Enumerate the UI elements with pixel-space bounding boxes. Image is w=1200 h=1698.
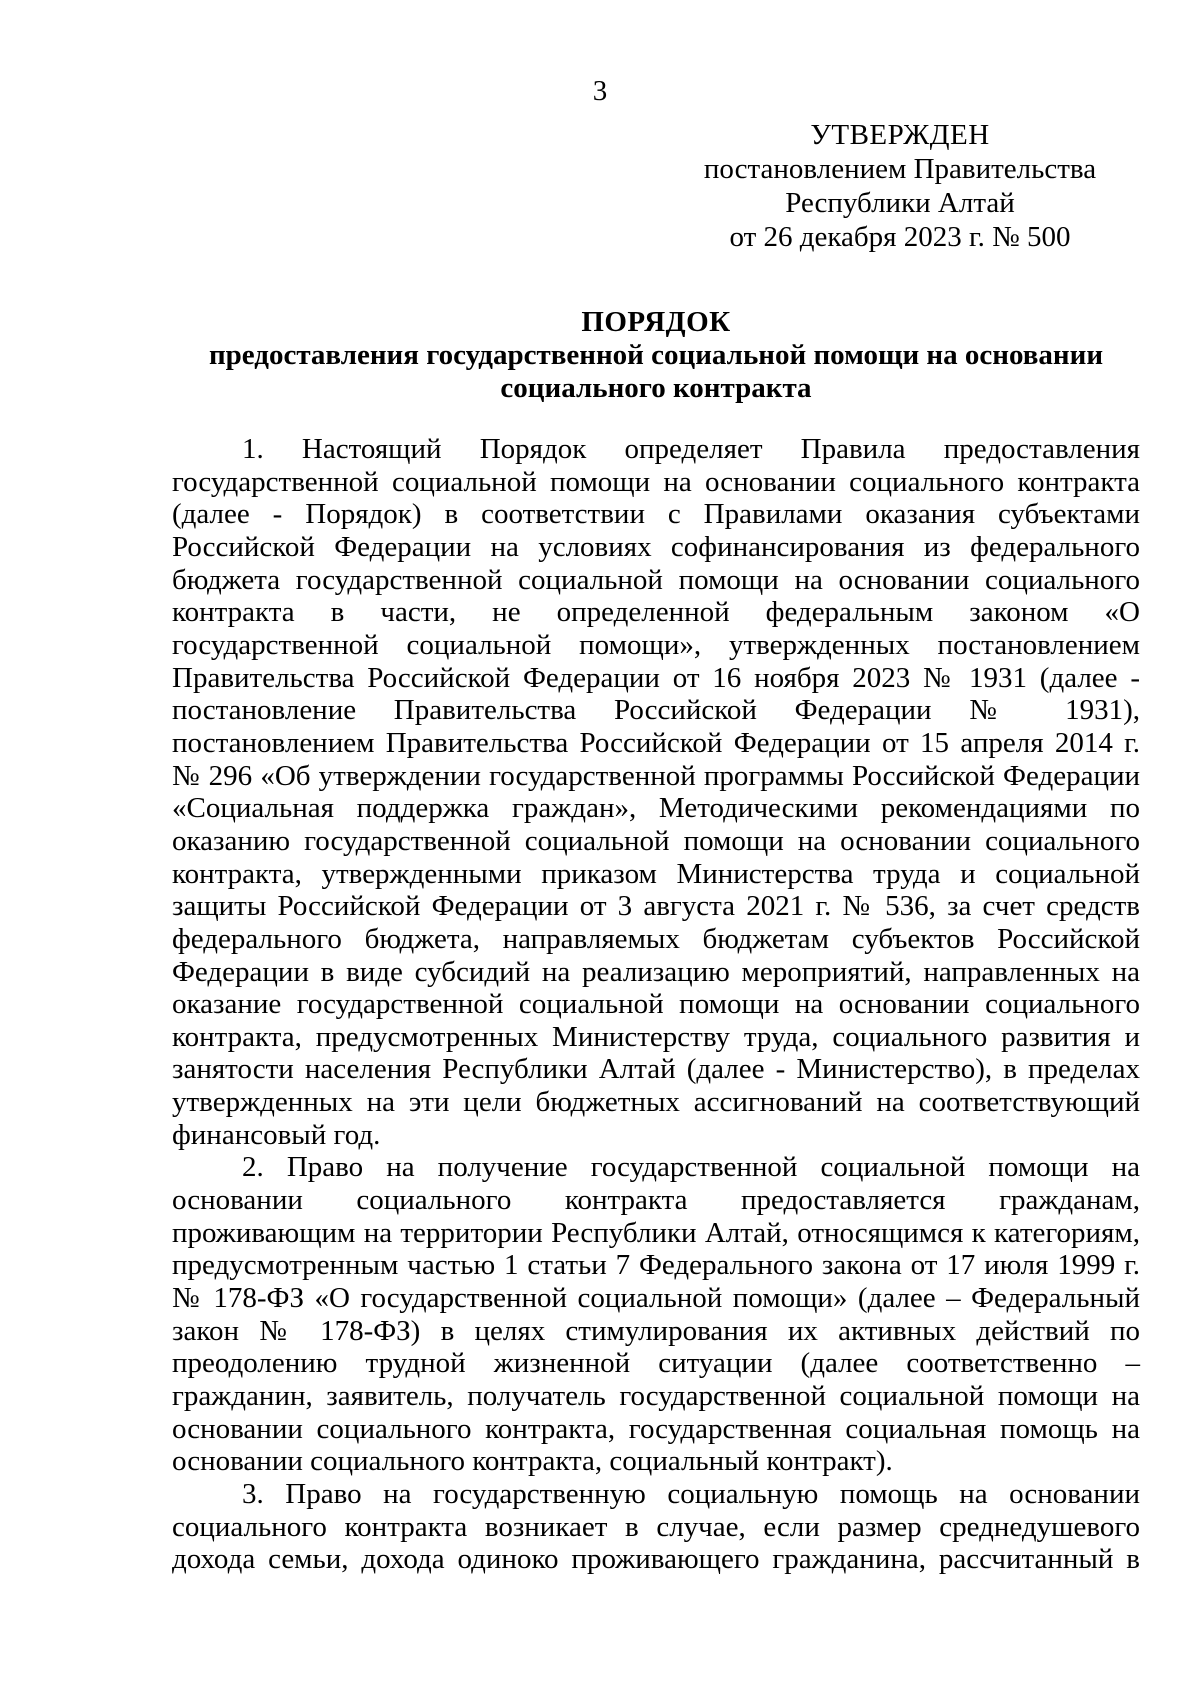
approval-line-date: от 26 декабря 2023 г. № 500 <box>729 221 1071 253</box>
title-subtitle-line1: предоставления государственной социальной помощи на основании <box>208 339 1104 371</box>
page-number: 3 <box>592 75 608 107</box>
approval-line-republic: Республики Алтай <box>785 187 1015 219</box>
document-title <box>172 306 1140 405</box>
title-main: ПОРЯДОК <box>581 306 731 338</box>
approval-heading: УТВЕРЖДЕН <box>810 119 990 151</box>
paragraph-3: 3. Право на государственную социальную помощь на основании социального контракта возникает в случае, если размер среднедушевого дохода семьи, дохода одиноко проживающего гражданина, рассчитанный в <box>172 1478 1140 1576</box>
title-subtitle-line2: социального контракта <box>500 372 812 404</box>
document-body <box>172 433 1140 1576</box>
paragraph-1: 1. Настоящий Порядок определяет Правила предоставления государственной социальной помощи на основании социального контракта (далее - Порядок) в соответствии с Правилами оказания субъектами Российской Федерации на условиях софинансирования из федерального бюджета государственной социальной помощи на основании социального контракта в части, не определенной федеральным законом «О государственной социальной помощи», утвержденных постановлением Правительства Российской Федерации от 16 ноября 2023 № 1931 (далее - постановление Правительства Российской Федерации № 1931), постановлением Правительства Российской Федерации от 15 апреля 2014 г. № 296 «Об утверждении государственной программы Российской Федерации «Социальная поддержка граждан», Методическими рекомендациями по оказанию государственной социальной помощи на основании социального контракта, утвержденными приказом Министерства труда и социальной защиты Российской Федерации от 3 августа 2021 г. № 536, за счет средств федерального бюджета, направляемых бюджетам субъектов Российской Федерации в виде субсидий на реализацию мероприятий, направленных на оказание государственной социальной помощи на основании социального контракта, предусмотренных Министерству труда, социального развития и занятости населения Республики Алтай (далее - Министерство), в пределах утвержденных на эти цели бюджетных ассигнований на соответствующий финансовый год. <box>172 433 1140 1151</box>
approval-line-resolution: постановлением Правительства <box>703 153 1097 185</box>
paragraph-2: 2. Право на получение государственной социальной помощи на основании социального контракта предоставляется гражданам, проживающим на территории Республики Алтай, относящимся к категориям, предусмотренным частью 1 статьи 7 Федерального закона от 17 июля 1999 г. № 178-ФЗ «О государственной социальной помощи» (далее – Федеральный закон № 178-ФЗ) в целях стимулирования их активных действий по преодолению трудной жизненной ситуации (далее соответственно – гражданин, заявитель, получатель государственной социальной помощи на основании социального контракта, государственная социальная помощь на основании социального контракта, социальный контракт). <box>172 1151 1140 1478</box>
approval-stamp <box>700 118 1100 254</box>
